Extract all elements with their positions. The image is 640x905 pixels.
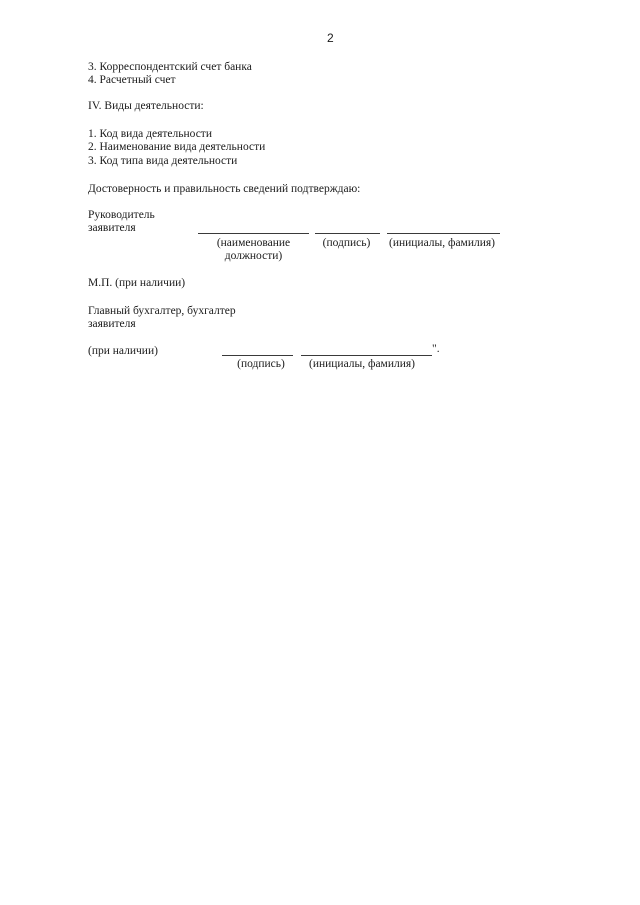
activity-item-type-code: 3. Код типа вида деятельности [88,155,238,167]
section-iv-heading: IV. Виды деятельности: [88,100,204,112]
accountant-label-applicant: заявителя [88,318,136,330]
page-number: 2 [327,31,334,45]
bank-item-correspondent-account: 3. Корреспондентский счет банка [88,61,252,73]
head-name-line [387,233,500,234]
accountant-signature-line [222,355,293,356]
head-label-applicant: заявителя [88,222,136,234]
head-position-caption-cont: должности) [224,250,283,262]
head-position-line [198,233,309,234]
accountant-name-caption: (инициалы, фамилия) [308,358,416,370]
accountant-closing-mark: ". [432,343,440,355]
head-position-caption: (наименование [216,237,291,249]
head-signature-line [315,233,380,234]
accountant-label: Главный бухгалтер, бухгалтер [88,305,236,317]
activity-item-name: 2. Наименование вида деятельности [88,141,266,153]
accountant-signature-caption: (подпись) [237,358,285,370]
confirmation-text: Достоверность и правильность сведений подтверждаю: [88,183,361,195]
head-name-caption: (инициалы, фамилия) [388,237,496,249]
activity-item-code: 1. Код вида деятельности [88,128,212,140]
head-label: Руководитель [88,209,155,221]
stamp-note: М.П. (при наличии) [88,277,186,289]
accountant-label-optional: (при наличии) [88,345,158,357]
bank-item-settlement-account: 4. Расчетный счет [88,74,176,86]
accountant-name-line [301,355,432,356]
head-signature-caption: (подпись) [322,237,371,249]
